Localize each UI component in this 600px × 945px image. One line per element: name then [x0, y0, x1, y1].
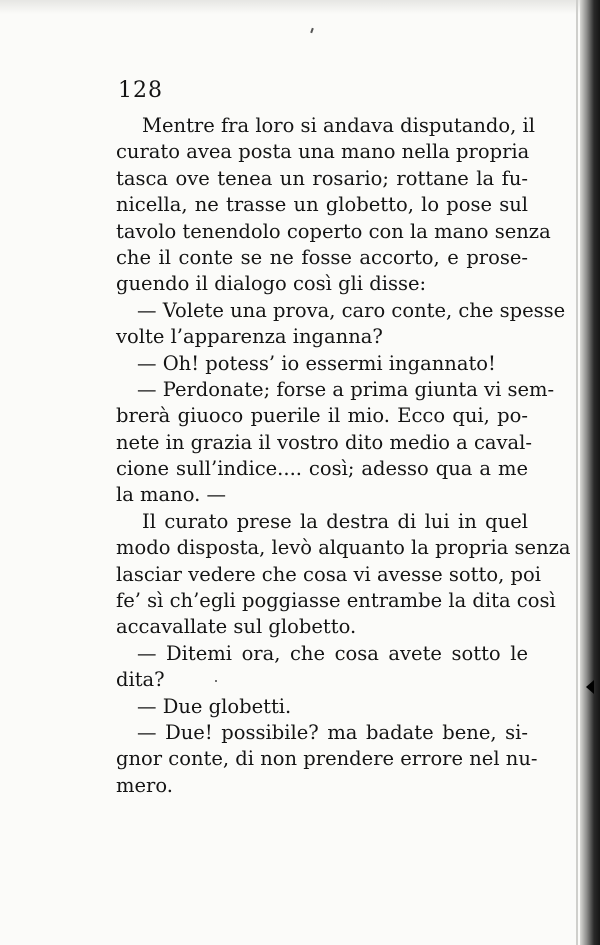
text-line: la mano. —	[116, 483, 227, 507]
text-line: — Volete una prova, caro conte, che spesse	[137, 298, 566, 322]
text-line: brerà giuoco puerile il mio. Ecco qui, po-	[116, 404, 528, 428]
text-line: tasca ove tenea un rosario; rottane la fu-	[116, 166, 528, 190]
text-line: lasciar vedere che cosa vi avesse sotto, poi	[116, 562, 541, 586]
page-number: 128	[118, 78, 163, 103]
text-line: dita?	[116, 668, 165, 692]
text-line: Mentre fra loro si andava disputando, il	[142, 114, 536, 137]
scan-edge-shadow	[580, 0, 600, 945]
text-line: — Oh! potess’ io essermi ingannato!	[137, 351, 496, 375]
ink-speck	[310, 28, 314, 33]
text-line: nicella, ne trasse un globetto, lo pose sul	[116, 193, 528, 217]
text-line: — Perdonate; forse a prima giunta vi sem-	[137, 377, 555, 401]
text-line: modo disposta, levò alquanto la propria senza	[116, 536, 571, 560]
text-line: fe’ sì ch’egli poggiasse entrambe la dita così	[116, 589, 556, 613]
text-line: — Due! possibile? ma badate bene, si-	[137, 720, 528, 744]
text-line: accavallate sul globetto.	[116, 615, 357, 639]
text-line: cione sull’indice.... così; adesso qua a me	[116, 457, 528, 481]
text-line: — Due globetti.	[137, 694, 292, 718]
text-line: che il conte se ne fosse accorto, e prose-	[116, 245, 528, 269]
text-line: gnor conte, di non prendere errore nel nu-	[116, 747, 538, 771]
text-line: mero.	[116, 773, 173, 797]
text-line: volte l’apparenza inganna?	[116, 325, 383, 349]
edge-marker-icon	[586, 680, 594, 694]
text-line: guendo il dialogo così gli disse:	[116, 272, 427, 296]
page-top-shading	[0, 0, 580, 14]
text-line: Il curato prese la destra di lui in quel	[142, 509, 528, 533]
page-edge-line	[576, 0, 578, 945]
text-line: nete in grazia il vostro dito medio a caval-	[116, 430, 532, 454]
body-text	[116, 113, 571, 799]
text-line: tavolo tenendolo coperto con la mano senza	[116, 219, 551, 243]
text-line: — Ditemi ora, che cosa avete sotto le	[137, 641, 528, 665]
text-line: curato avea posta una mano nella propria	[116, 140, 530, 164]
